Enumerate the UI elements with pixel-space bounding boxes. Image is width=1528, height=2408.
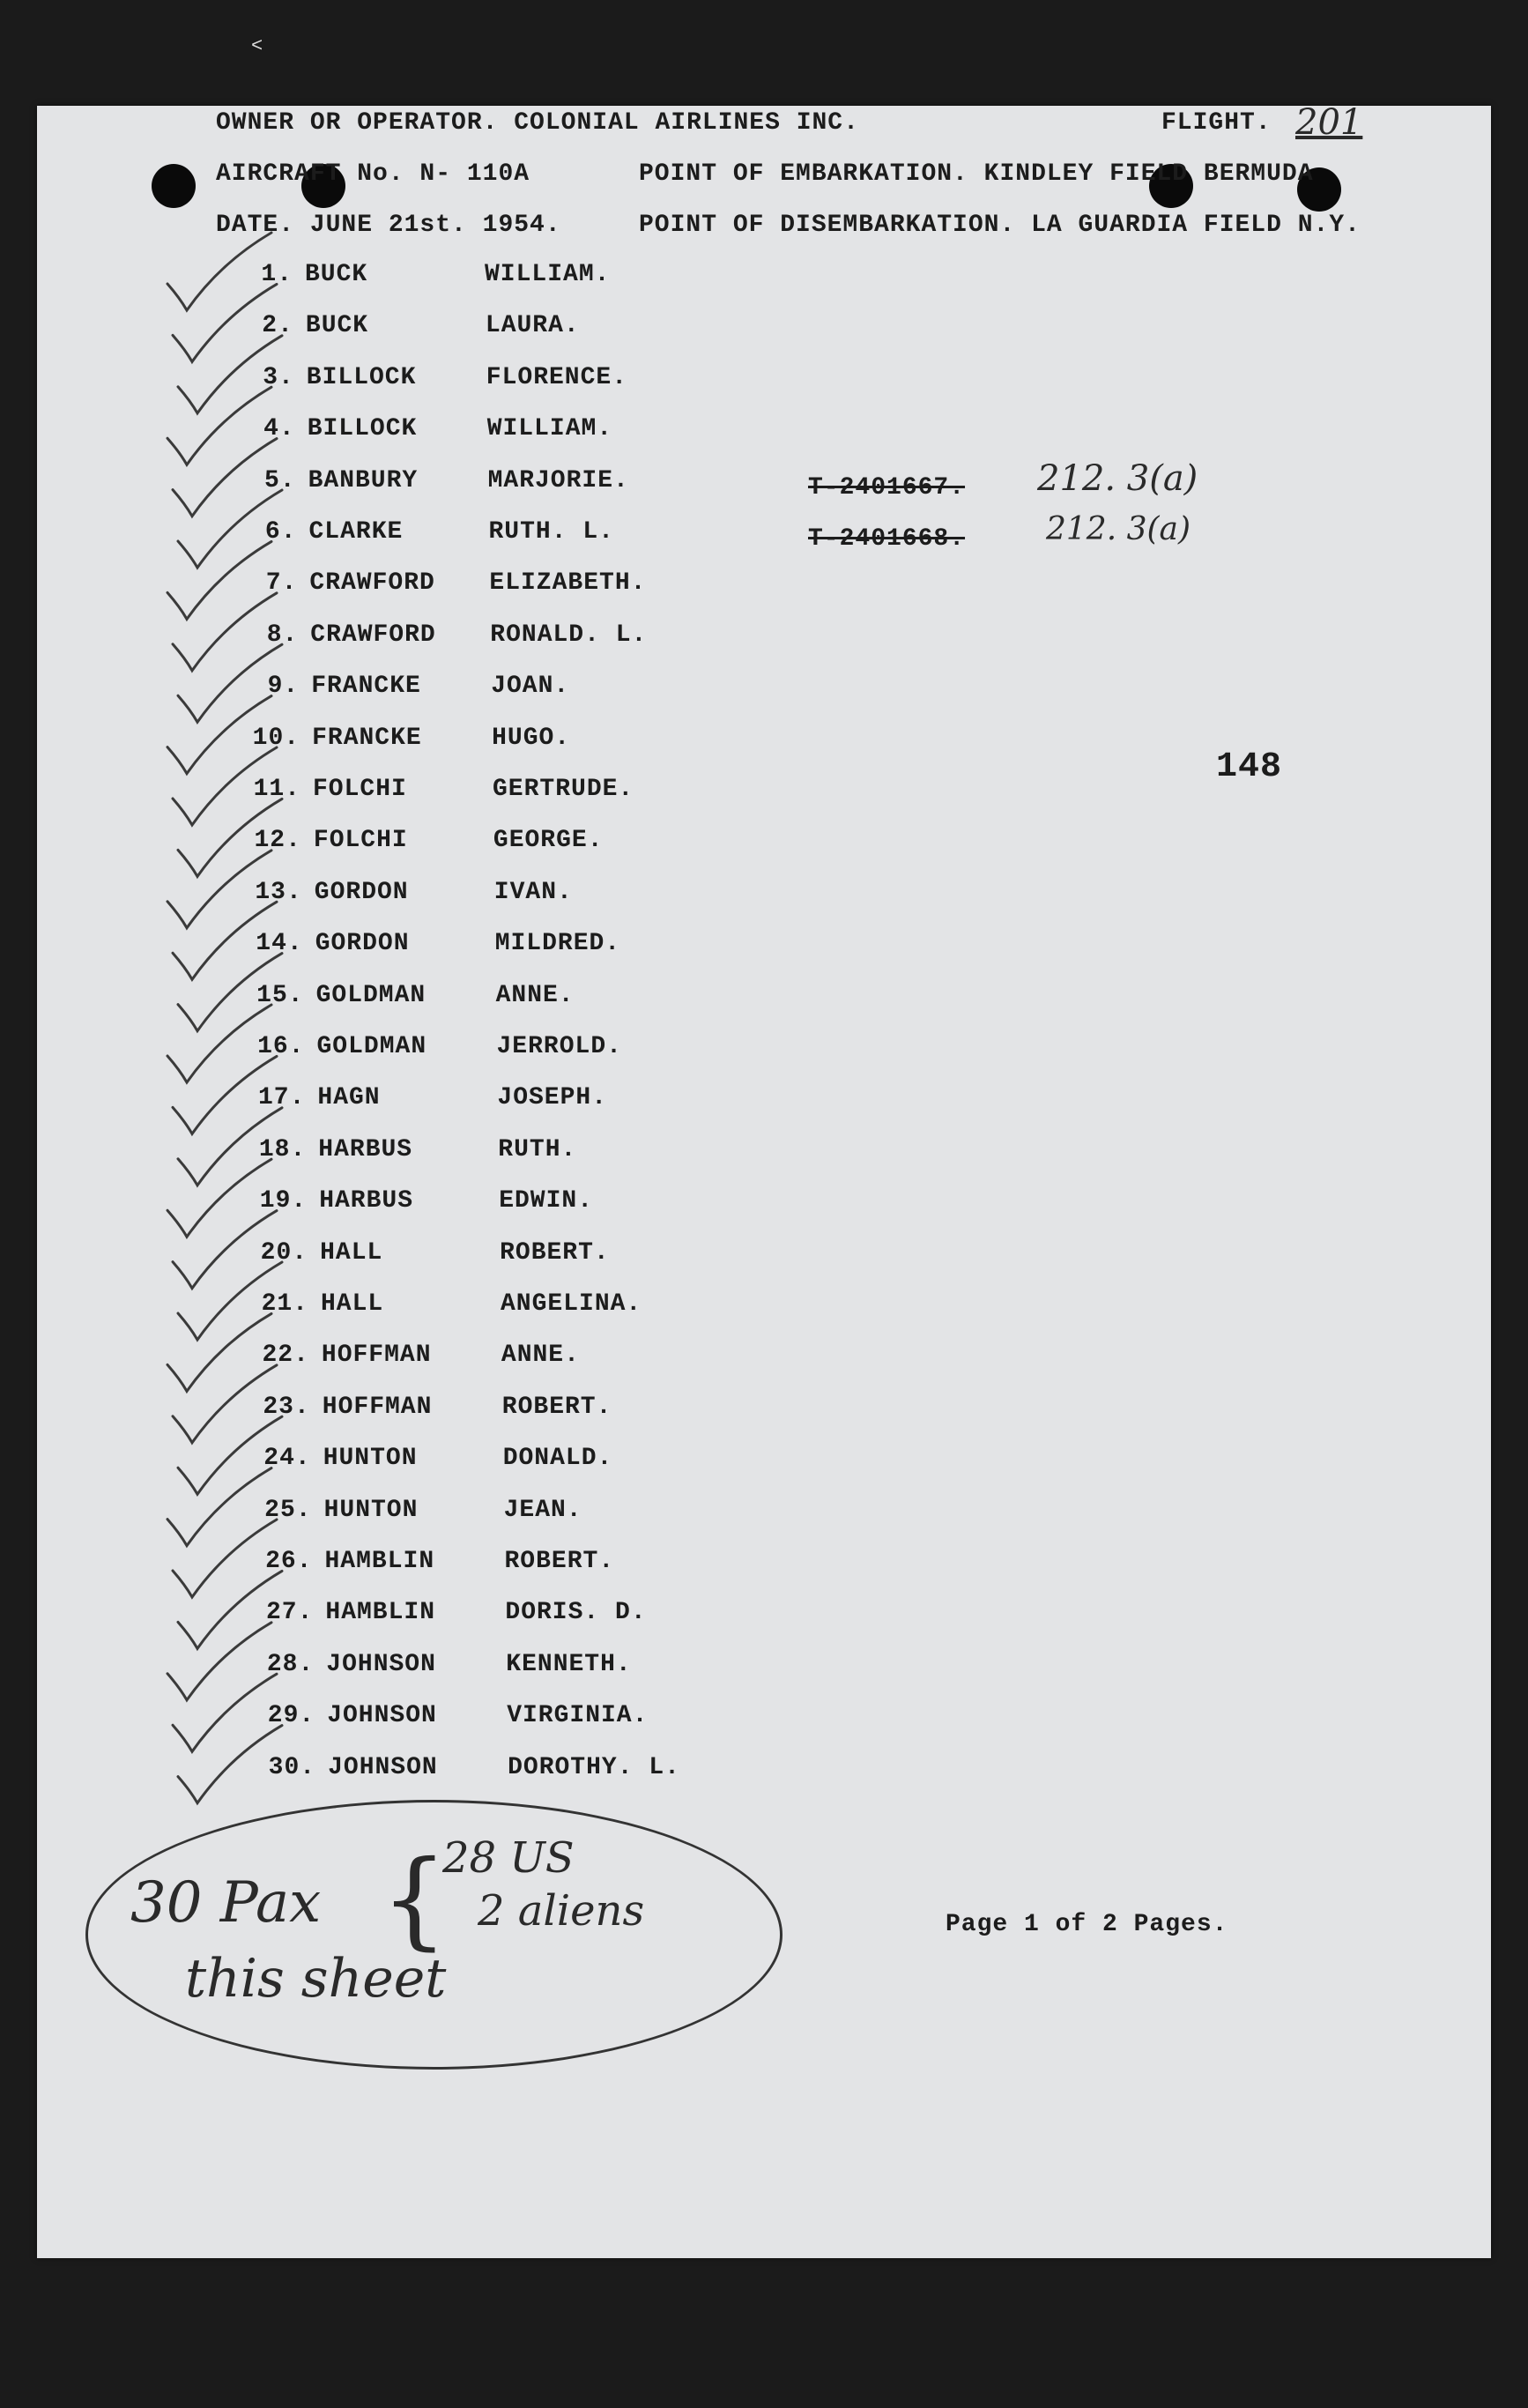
passenger-number: 16. [257, 1033, 305, 1060]
passenger-number: 10. [252, 724, 300, 752]
passenger-number: 26. [265, 1548, 313, 1575]
passenger-number: 12. [254, 827, 301, 855]
flight-label: FLIGHT. [1161, 109, 1272, 137]
passenger-surname: HALL [321, 1290, 384, 1318]
passenger-number: 14. [256, 930, 303, 958]
flight-number: 201 [1295, 102, 1363, 143]
struck-ticket-number-2: T-2401668. [808, 525, 966, 553]
passenger-surname: JOHNSON [326, 1650, 436, 1678]
passenger-given-name: DOROTHY. L. [508, 1753, 680, 1781]
passenger-number: 9. [267, 673, 300, 701]
checkmark [178, 1571, 282, 1648]
passenger-given-name: ELIZABETH. [489, 569, 647, 598]
passenger-given-name: VIRGINIA. [507, 1702, 649, 1730]
passenger-surname: HOFFMAN [322, 1393, 433, 1421]
passenger-number: 28. [266, 1650, 315, 1678]
passenger-given-name: GERTRUDE. [493, 776, 634, 803]
oval-alien-count: 2 aliens [478, 1886, 645, 1936]
scan-corner-mark: < [251, 35, 263, 57]
passenger-number: 7. [265, 569, 298, 598]
oval-this-sheet: this sheet [185, 1948, 447, 2010]
passenger-given-name: ANNE. [495, 981, 575, 1009]
passenger-surname: BILLOCK [307, 415, 418, 443]
passenger-given-name: JERROLD. [496, 1033, 622, 1060]
passenger-surname: HARBUS [319, 1187, 414, 1215]
passenger-surname: GOLDMAN [315, 981, 427, 1009]
checkmark [178, 1726, 282, 1803]
passenger-surname: HUNTON [323, 1496, 419, 1524]
checkmark [178, 490, 282, 568]
passenger-surname: FOLCHI [313, 776, 407, 803]
passenger-number: 21. [261, 1290, 308, 1318]
passenger-number: 8. [266, 621, 299, 649]
passenger-given-name: RUTH. L. [488, 518, 614, 546]
oval-pax-count: 30 Pax [130, 1870, 322, 1936]
passenger-given-name: HUGO. [492, 724, 571, 752]
passenger-surname: CRAWFORD [310, 621, 436, 649]
passenger-given-name: MILDRED. [494, 930, 621, 958]
passenger-surname: FRANCKE [312, 724, 422, 752]
manifest-sheet [37, 102, 1491, 2258]
passenger-surname: JOHNSON [327, 1702, 437, 1730]
aircraft-line: AIRCRAFT No. N- 110A [216, 160, 530, 188]
checkmark [178, 954, 282, 1031]
passenger-given-name: KENNETH. [506, 1650, 632, 1678]
passenger-surname: GORDON [315, 930, 410, 958]
date-line: DATE. JUNE 21st. 1954. [216, 212, 561, 239]
passenger-number: 27. [265, 1599, 314, 1627]
struck-ticket-number-1: T-2401667. [808, 474, 966, 502]
checkmark [178, 1262, 282, 1340]
passenger-number: 15. [256, 981, 304, 1009]
passenger-given-name: RONALD. L. [490, 621, 648, 649]
passenger-given-name: ANNE. [501, 1341, 580, 1370]
checkmark [178, 1416, 282, 1494]
owner-line: OWNER OR OPERATOR. COLONIAL AIRLINES INC. [216, 109, 859, 137]
passenger-given-name: DORIS. D. [505, 1599, 647, 1627]
passenger-surname: CRAWFORD [309, 569, 435, 598]
passenger-number: 17. [257, 1084, 306, 1112]
passenger-number: 19. [259, 1187, 308, 1215]
passenger-given-name: RUTH. [498, 1135, 577, 1163]
passenger-number: 29. [267, 1702, 315, 1730]
passenger-given-name: LAURA. [485, 312, 580, 340]
passenger-surname: FRANCKE [311, 673, 421, 701]
hand-note-2: 212. 3(a) [1046, 511, 1191, 547]
passenger-surname: HOFFMAN [321, 1341, 432, 1370]
oval-us-count: 28 US [442, 1833, 575, 1883]
passenger-number: 1. [261, 261, 293, 288]
passenger-number: 30. [268, 1753, 316, 1781]
passenger-surname: FOLCHI [313, 827, 408, 855]
passenger-given-name: EDWIN. [499, 1187, 594, 1215]
checkmark [178, 644, 282, 722]
passenger-given-name: MARJORIE. [487, 466, 629, 494]
checkmark [178, 1108, 282, 1185]
passenger-number: 24. [263, 1445, 311, 1473]
passenger-given-name: GEORGE. [493, 827, 604, 855]
passenger-surname: GOLDMAN [316, 1033, 427, 1060]
passenger-surname: HAGN [317, 1084, 381, 1112]
oval-brace: { [381, 1839, 449, 1961]
passenger-given-name: JEAN. [503, 1496, 582, 1524]
passenger-surname: HAMBLIN [325, 1599, 436, 1627]
passenger-given-name: WILLIAM. [485, 261, 611, 288]
passenger-number: 6. [264, 518, 297, 546]
passenger-given-name: FLORENCE. [486, 363, 628, 391]
passenger-given-name: ROBERT. [501, 1393, 612, 1421]
hand-note-1: 212. 3(a) [1037, 458, 1198, 499]
passenger-surname: HAMBLIN [324, 1548, 435, 1575]
passenger-surname: BANBURY [308, 466, 419, 494]
stamp-number: 148 [1216, 747, 1283, 787]
passenger-surname: HUNTON [323, 1445, 418, 1473]
passenger-given-name: WILLIAM. [486, 415, 613, 443]
passenger-surname: BUCK [305, 261, 368, 288]
passenger-surname: GORDON [314, 878, 409, 906]
passenger-surname: BUCK [305, 312, 369, 340]
passenger-given-name: DONALD. [502, 1445, 613, 1473]
passenger-given-name: JOAN. [491, 673, 570, 701]
passenger-number: 4. [263, 415, 295, 443]
passenger-surname: CLARKE [308, 518, 404, 546]
passenger-number: 2. [262, 312, 293, 340]
passenger-given-name: ROBERT. [504, 1548, 615, 1575]
passenger-surname: BILLOCK [306, 363, 417, 391]
disembarkation-line: POINT OF DISEMBARKATION. LA GUARDIA FIELD N.Y. [639, 212, 1361, 239]
passenger-number: 25. [264, 1496, 312, 1524]
passenger-number: 23. [263, 1393, 310, 1421]
passenger-surname: HARBUS [318, 1135, 413, 1163]
passenger-number: 18. [258, 1135, 307, 1163]
passenger-number: 3. [263, 363, 294, 391]
passenger-number: 22. [262, 1341, 309, 1370]
passenger-given-name: IVAN. [493, 878, 573, 906]
passenger-given-name: ROBERT. [500, 1238, 610, 1267]
passenger-given-name: JOSEPH. [497, 1084, 608, 1112]
passenger-number: 20. [260, 1238, 308, 1267]
passenger-surname: HALL [320, 1238, 383, 1267]
checkmark [178, 799, 282, 876]
embarkation-line: POINT OF EMBARKATION. KINDLEY FIELD BERMUDA [639, 160, 1314, 188]
checkmark-layer [37, 106, 478, 1825]
page-count: Page 1 of 2 Pages. [946, 1911, 1228, 1938]
passenger-number: 5. [263, 466, 296, 494]
passenger-number: 13. [255, 878, 302, 906]
passenger-given-name: ANGELINA. [501, 1290, 642, 1318]
passenger-number: 11. [253, 776, 300, 803]
passenger-surname: JOHNSON [328, 1753, 438, 1781]
checkmark [178, 336, 282, 413]
